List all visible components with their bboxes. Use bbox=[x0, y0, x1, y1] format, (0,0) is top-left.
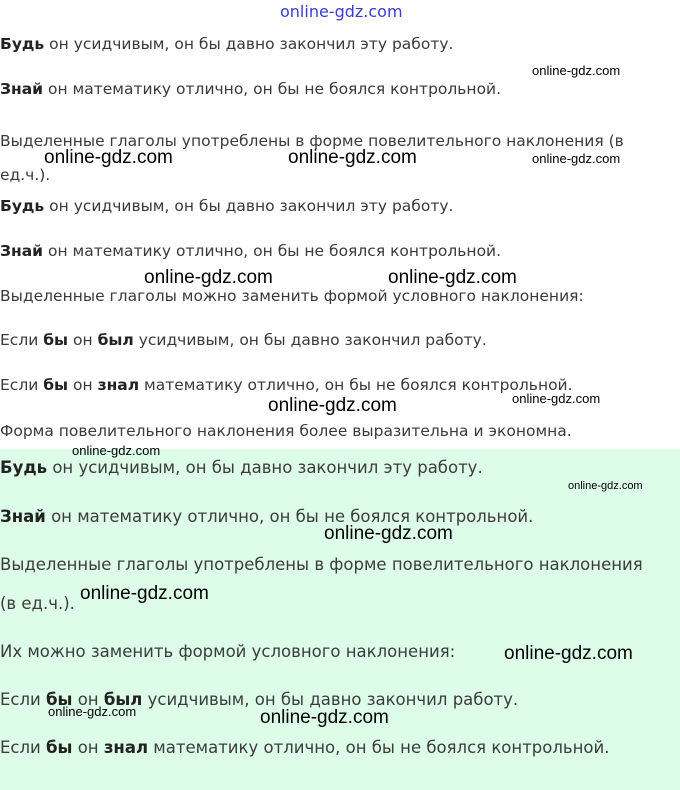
watermark: online-gdz.com bbox=[568, 480, 643, 492]
watermark: online-gdz.com bbox=[324, 523, 453, 544]
bold-verb: Будь bbox=[0, 197, 45, 215]
sentence-9: Форма повелительного наклонения более выразительна и экономна. bbox=[0, 422, 572, 440]
answer-sentence-6: Если бы он знал математику отлично, он бы не боялся контрольной. bbox=[0, 738, 610, 757]
bold-verb: Знай bbox=[0, 507, 46, 526]
answer-sentence-3-cont: (в ед.ч.). bbox=[0, 594, 75, 613]
answer-sentence-3: Выделенные глаголы употреблены в форме повелительного наклонения bbox=[0, 555, 643, 574]
watermark: online-gdz.com bbox=[260, 707, 389, 728]
watermark: online-gdz.com bbox=[80, 583, 209, 604]
watermark: online-gdz.com bbox=[44, 147, 173, 168]
sentence-5: Знай он математику отлично, он бы не боялся контрольной. bbox=[0, 242, 502, 260]
watermark: online-gdz.com bbox=[144, 267, 273, 288]
bold-verb: Знай bbox=[0, 242, 44, 260]
watermark: online-gdz.com bbox=[48, 704, 137, 719]
watermark: online-gdz.com bbox=[512, 391, 601, 406]
sentence-4: Будь он усидчивым, он бы давно закончил эту работу. bbox=[0, 197, 454, 215]
watermark: online-gdz.com bbox=[268, 395, 397, 416]
watermark: online-gdz.com bbox=[504, 643, 633, 664]
answer-sentence-2: Знай он математику отлично, он бы не боялся контрольной. bbox=[0, 507, 534, 526]
sentence-1: Будь он усидчивым, он бы давно закончил эту работу. bbox=[0, 35, 454, 53]
sentence-3: Выделенные глаголы употреблены в форме повелительного наклонения (в ед.ч.). bbox=[0, 132, 624, 184]
watermark: online-gdz.com bbox=[288, 147, 417, 168]
sentence-7: Если бы он был усидчивым, он бы давно закончил работу. bbox=[0, 331, 487, 349]
watermark-top: online-gdz.com bbox=[280, 2, 403, 21]
answer-sentence-4: Их можно заменить формой условного наклонения: bbox=[0, 642, 456, 661]
watermark: online-gdz.com bbox=[532, 63, 621, 78]
watermark: online-gdz.com bbox=[72, 443, 161, 458]
answer-sentence-5: Если бы он был усидчивым, он бы давно закончил работу. bbox=[0, 690, 519, 709]
bold-verb: Будь bbox=[0, 458, 48, 477]
sentence-6: Выделенные глаголы можно заменить формой условного наклонения: bbox=[0, 287, 584, 305]
bold-verb: Будь bbox=[0, 35, 45, 53]
bold-verb: Знай bbox=[0, 80, 44, 98]
sentence-2: Знай он математику отлично, он бы не боялся контрольной. bbox=[0, 80, 502, 98]
answer-sentence-1: Будь он усидчивым, он бы давно закончил эту работу. bbox=[0, 458, 483, 477]
sentence-8: Если бы он знал математику отлично, он бы не боялся контрольной. bbox=[0, 376, 573, 394]
watermark: online-gdz.com bbox=[532, 151, 621, 166]
watermark: online-gdz.com bbox=[388, 267, 517, 288]
